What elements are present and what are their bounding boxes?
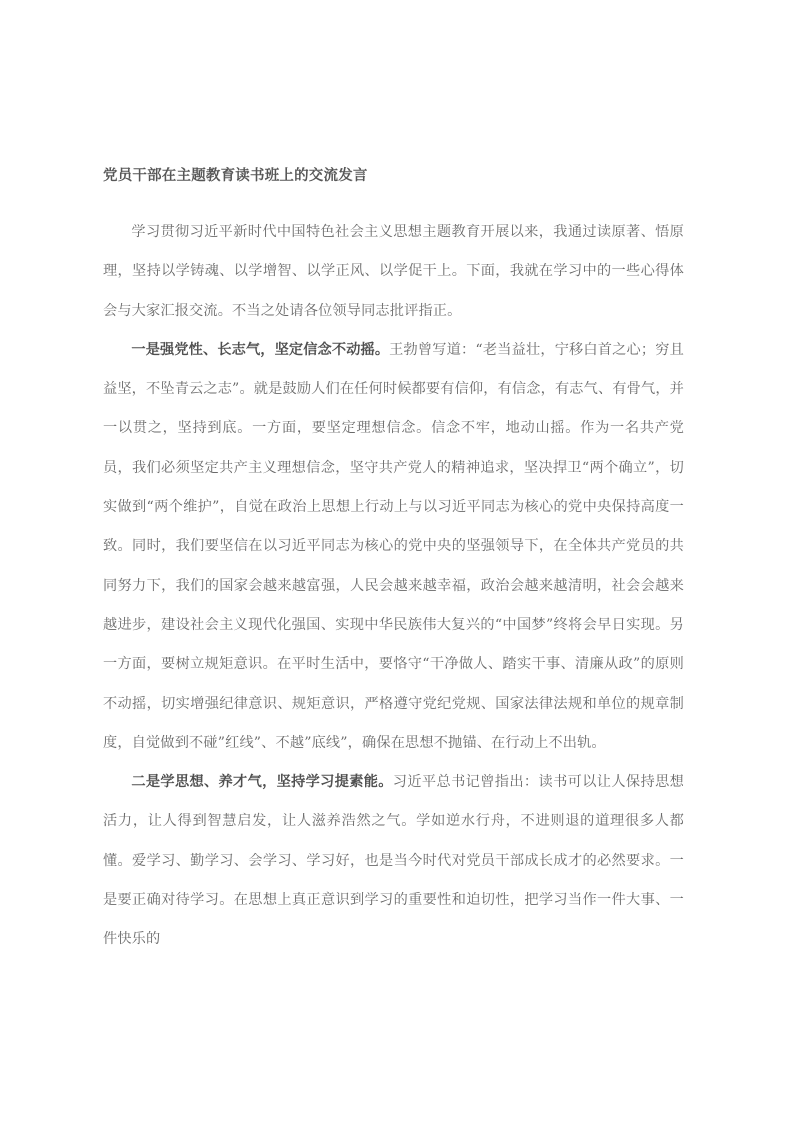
page-title: 党员干部在主题教育读书班上的交流发言 [103,168,368,184]
document-body [103,163,684,960]
paragraph-section-two [103,763,684,959]
section-heading-one: 一是强党性、长志气，坚定信念不动摇。 [131,341,390,358]
paragraph-text: 习近平总书记曾指出：读书可以让人保持思想活力，让人得到智慧启发，让人滋养浩然之气。学如逆水行舟，不进则退的道理很多人都懂。爱学习、勤学习、会学习、学习好，也是当今时代对党员干部成长成才的必然要求。一是要正确对待学习。在思想上真正意识到学习的重要性和迫切性，把学习当作一件大事、一件快乐的 [103,774,684,948]
section-heading-two: 二是学思想、养才气，坚持学习提素能。 [131,774,393,791]
paragraph-intro [103,213,684,331]
paragraph-text: 学习贯彻习近平新时代中国特色社会主义思想主题教育开展以来，我通过读原著、悟原理，坚持以学铸魂、以学增智、以学正风、以学促干上。下面，我就在学习中的一些心得体会与大家汇报交流。不当之处请各位领导同志批评指正。 [103,224,684,319]
paragraph-section-one [103,331,684,763]
paragraph-text: 王勃曾写道：“老当益壮，宁移白首之心；穷且益坚，不坠青云之志”。就是鼓励人们在任何时候都要有信仰，有信念，有志气、有骨气，并一以贯之，坚持到底。一方面，要坚定理想信念。信念不牢，地动山摇。作为一名共产党员，我们必须坚定共产主义理想信念，坚守共产党人的精神追求，坚决捍卫“两个确立”，切实做到“两个维护”，自觉在政治上思想上行动上与以习近平同志为核心的党中央保持高度一致。同时，我们要坚信在以习近平同志为核心的党中央的坚强领导下，在全体共产党员的共同努力下，我们的国家会越来越富强，人民会越来越幸福，政治会越来越清明，社会会越来越进步，建设社会主义现代化强国、实现中华民族伟大复兴的“中国梦”终将会早日实现。另一方面，要树立规矩意识。在平时生活中，要恪守“干净做人、踏实干事、清廉从政”的原则不动摇，切实增强纪律意识、规矩意识，严格遵守党纪党规、国家法律法规和单位的规章制度，自觉做到不碰”红线”、不越”底线”，确保在思想不抛锚、在行动上不出轨。 [103,341,684,751]
